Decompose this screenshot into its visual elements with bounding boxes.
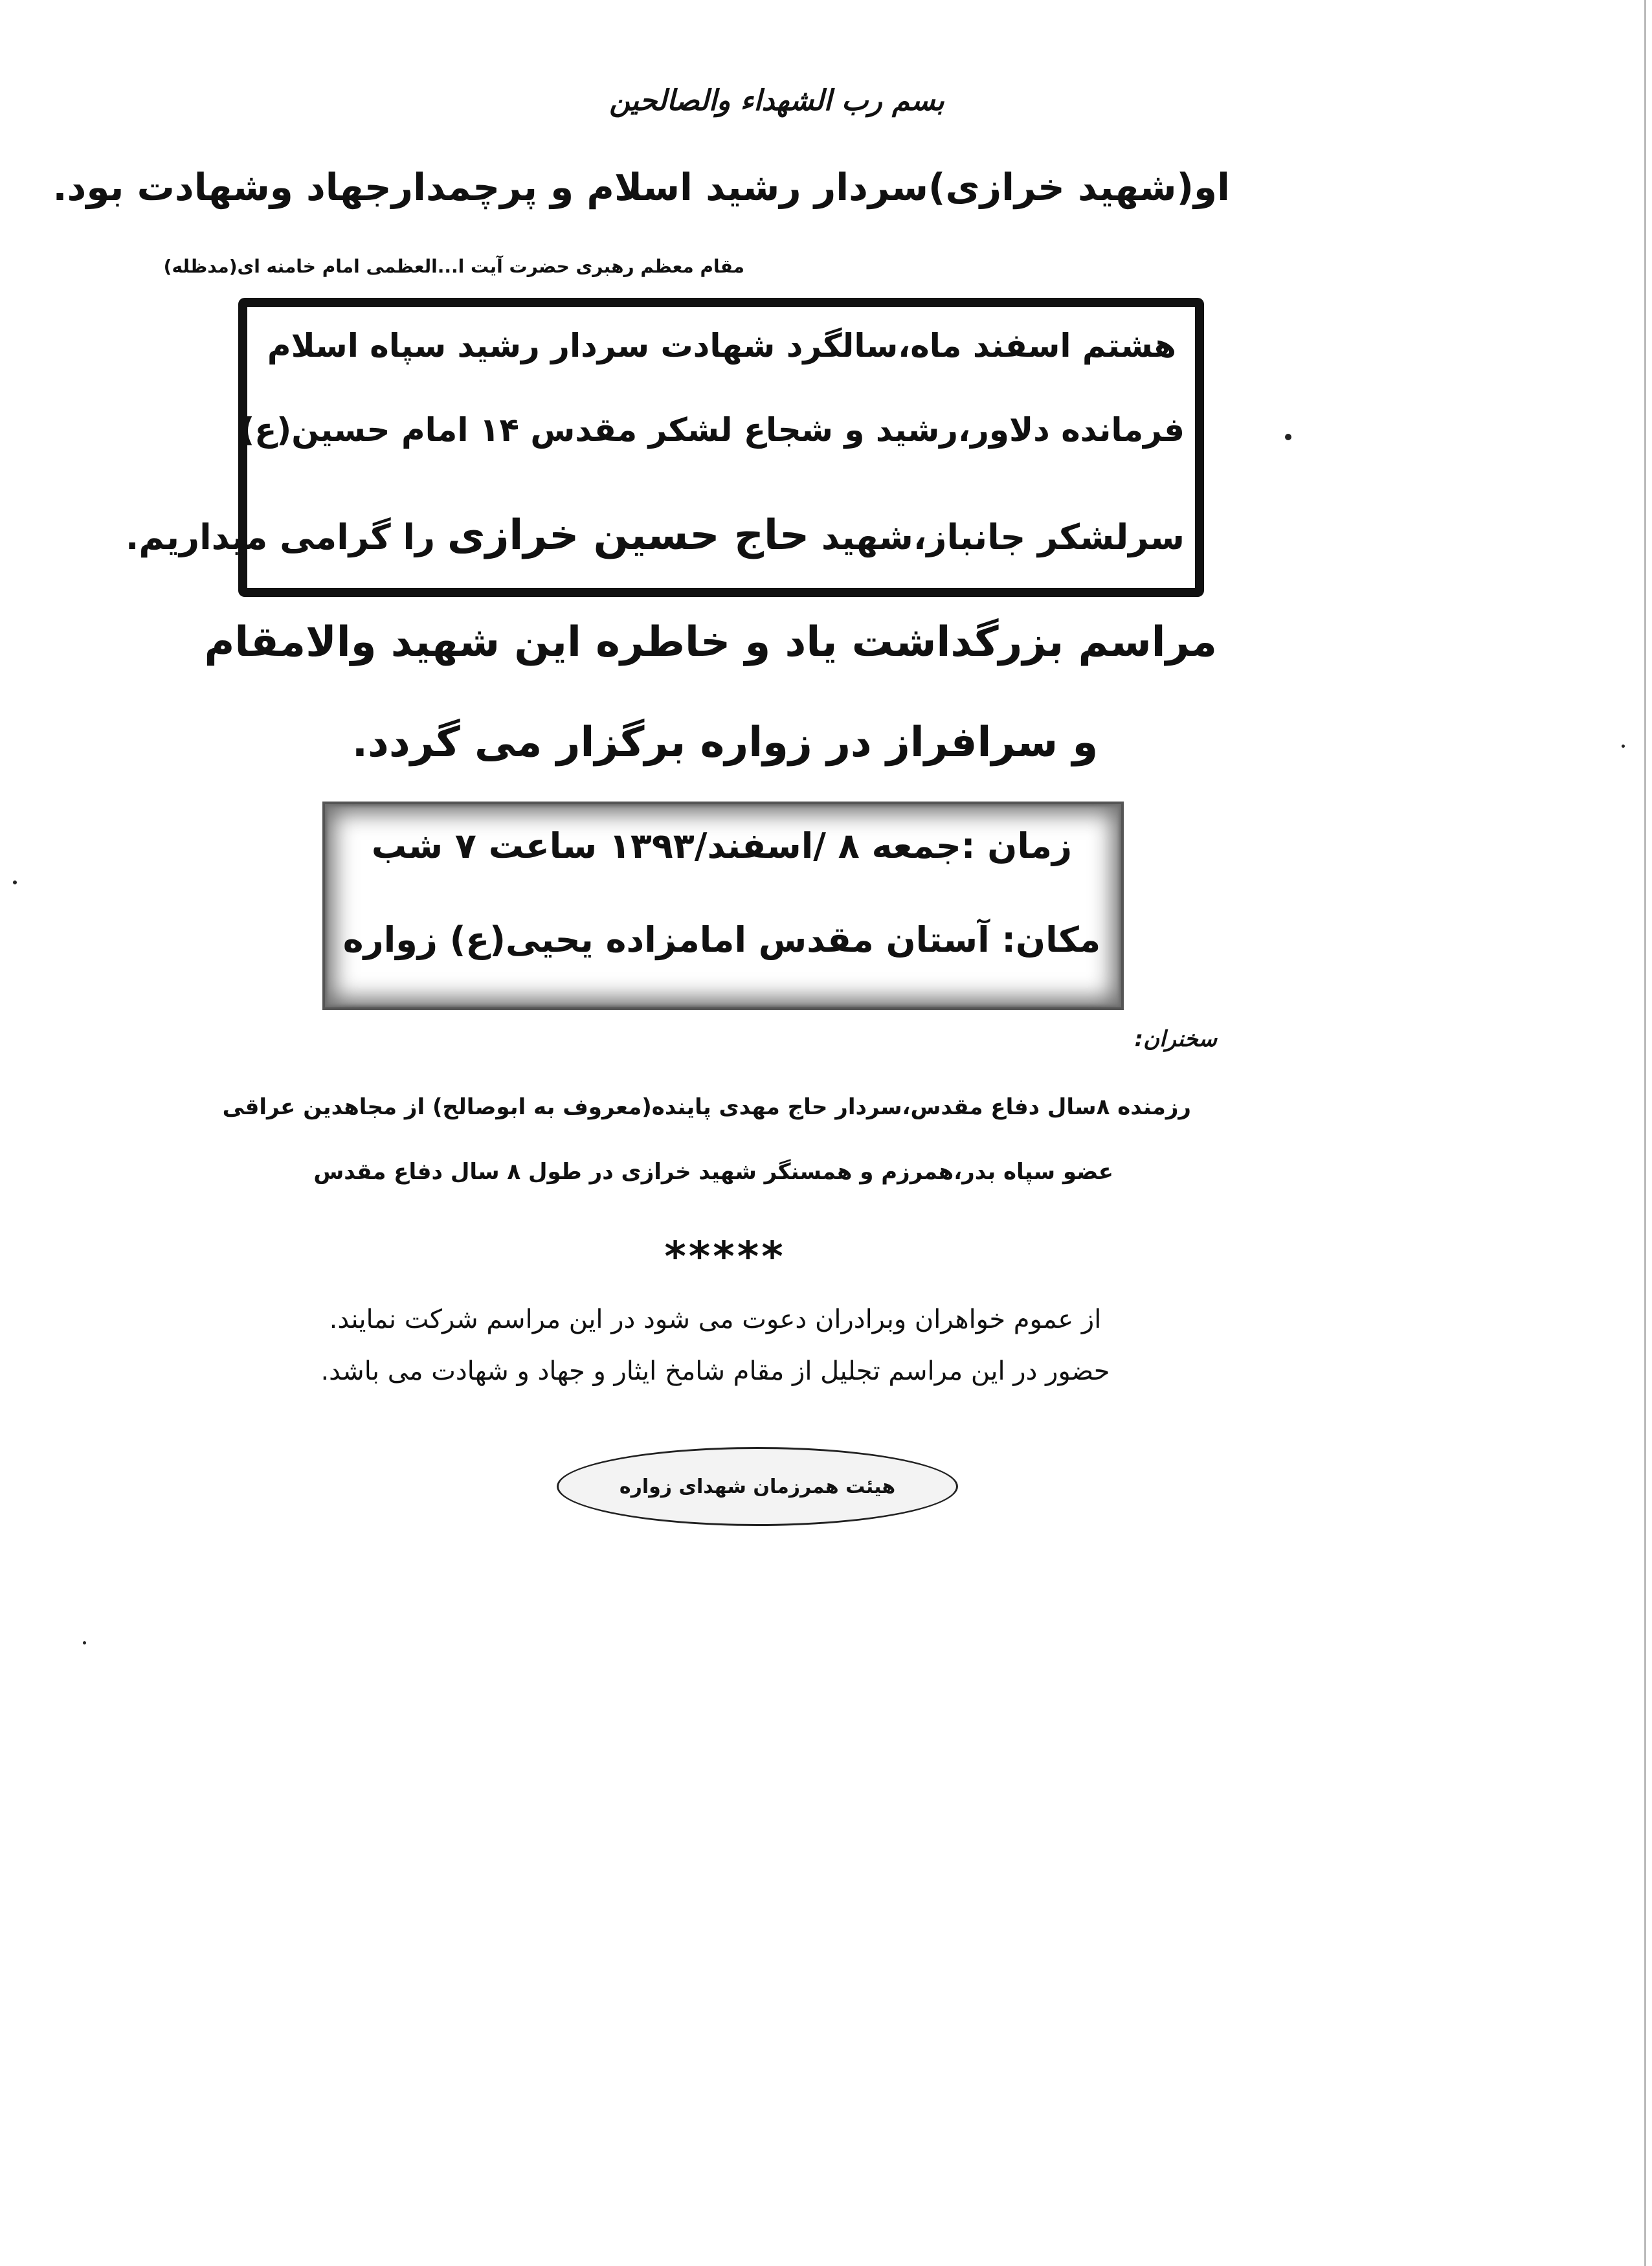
- scan-speck: [13, 881, 17, 884]
- organizer-name: هیئت همرزمان شهدای زواره: [619, 1475, 896, 1498]
- leader-quote: او(شهید خرازی)سردار رشید اسلام و پرچمدارجهاد وشهادت بود.: [52, 165, 1230, 209]
- speaker-line-2: عضو سپاه بدر،همرزم و همسنگر شهید خرازی در طول ۸ سال دفاع مقدس: [313, 1159, 1113, 1185]
- announcement-line-3-suffix: را گرامی میداریم.: [125, 517, 436, 557]
- stars-separator: *****: [664, 1233, 786, 1281]
- ceremony-line-1: مراسم بزرگداشت یاد و خاطره این شهید والامقام: [204, 618, 1217, 666]
- quote-attribution: مقام معظم رهبری حضرت آیت ا...العظمی امام خامنه ای(مدظله): [163, 256, 744, 277]
- scan-speck: [83, 1641, 86, 1644]
- invitation-line-2: حضور در این مراسم تجلیل از مقام شامخ ایثار و جهاد و شهادت می باشد.: [320, 1356, 1110, 1386]
- event-place: مکان: آستان مقدس امامزاده یحیی(ع) زواره: [342, 919, 1101, 960]
- announcement-line-1: هشتم اسفند ماه،سالگرد شهادت سردار رشید سپاه اسلام: [267, 327, 1177, 365]
- scan-speck: [1285, 434, 1291, 440]
- invitation-line-1: از عموم خواهران وبرادران دعوت می شود در این مراسم شرکت نمایند.: [329, 1305, 1102, 1334]
- martyr-name: حاج حسین خرازی: [447, 511, 810, 559]
- speaker-line-1: رزمنده ۸سال دفاع مقدس،سردار حاج مهدی پاینده(معروف به ابوصالح) از مجاهدین عراقی: [222, 1094, 1191, 1120]
- scan-edge-line: [1644, 0, 1646, 2266]
- page-heading: بسم رب الشهداء والصالحین: [609, 84, 944, 117]
- event-time: زمان :جمعه ۸ /اسفند/۱۳۹۳ ساعت ۷ شب: [371, 825, 1073, 866]
- announcement-line-2: فرمانده دلاور،رشید و شجاع لشکر مقدس ۱۴ امام حسین(ع): [240, 411, 1185, 449]
- speakers-label: سخنران:: [1134, 1026, 1217, 1052]
- ceremony-line-2: و سرافراز در زواره برگزار می گردد.: [352, 719, 1099, 767]
- announcement-line-3: [125, 511, 1185, 559]
- scan-speck: [1622, 745, 1625, 748]
- organizer-oval: [557, 1447, 958, 1526]
- announcement-line-3-prefix: سرلشکر جانباز،شهید: [821, 517, 1185, 557]
